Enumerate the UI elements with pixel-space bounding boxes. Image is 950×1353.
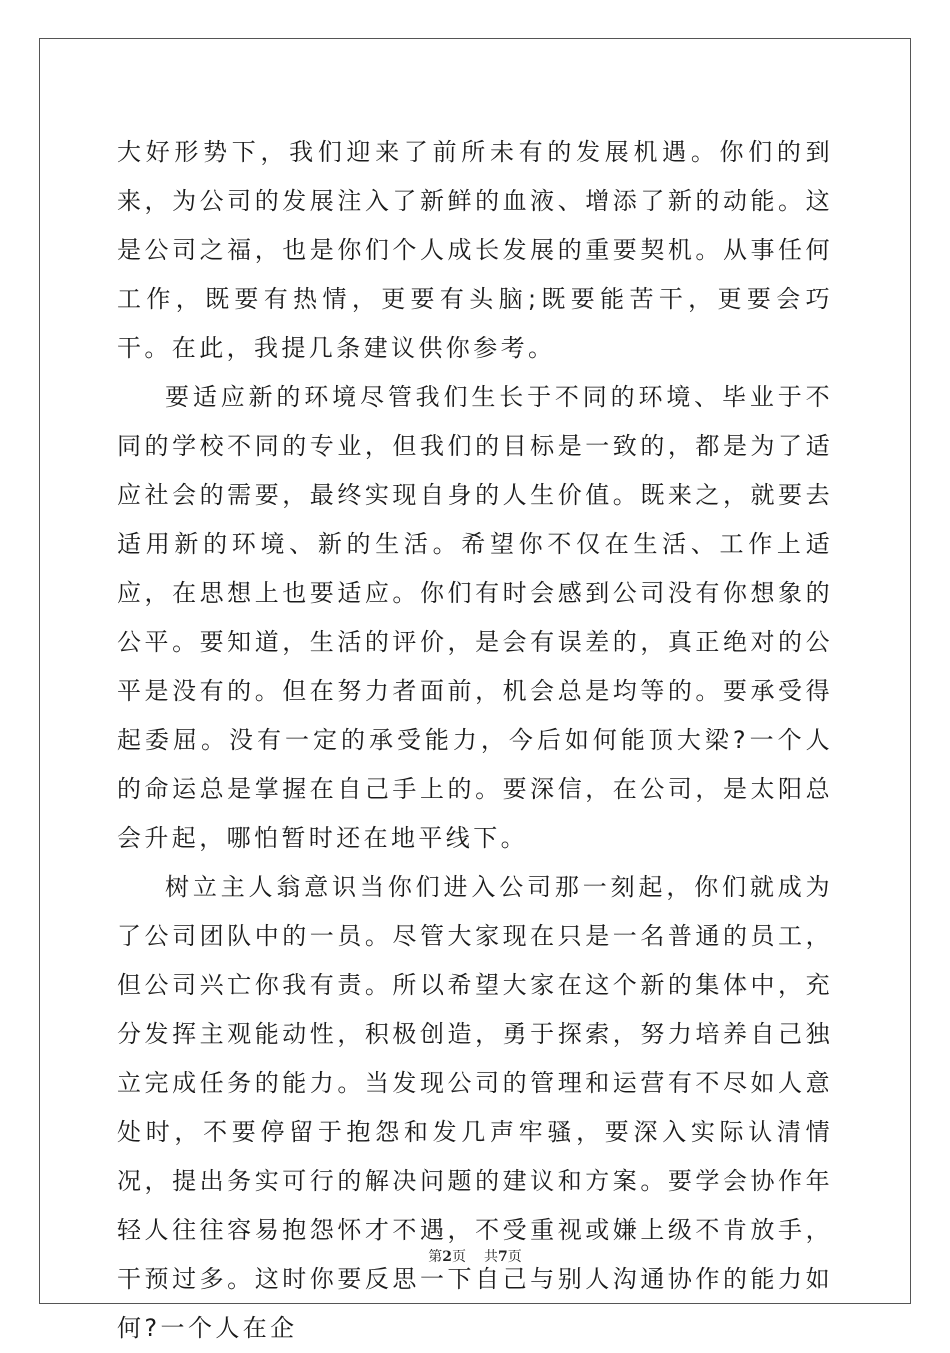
- page-total: 7: [498, 1249, 508, 1265]
- paragraph-3: 树立主人翁意识当你们进入公司那一刻起，你们就成为了公司团队中的一员。尽管大家现在只是一名普通的员工，但公司兴亡你我有责。所以希望大家在这个新的集体中，充分发挥主观能动性，积极创造，勇于探索，努力培养自己独立完成任务的能力。当发现公司的管理和运营有不尽如人意处时，不要停留于抱怨和发几声牢骚，要深入实际认清情况，提出务实可行的解决问题的建议和方案。要学会协作年轻人往往容易抱怨怀才不遇，不受重视或嫌上级不肯放手，干预过多。这时你要反思一下自己与别人沟通协作的能力如何?一个人在企: [117, 873, 833, 1342]
- total-prefix: 共: [484, 1249, 498, 1265]
- page-prefix: 第: [428, 1249, 443, 1265]
- paragraph-2: 要适应新的环境尽管我们生长于不同的环境、毕业于不同的学校不同的专业，但我们的目标是一致的，都是为了适应社会的需要，最终实现自身的人生价值。既来之，就要去适用新的环境、新的生活。希望你不仅在生活、工作上适应，在思想上也要适应。你们有时会感到公司没有你想象的公平。要知道，生活的评价，是会有误差的，真正绝对的公平是没有的。但在努力者面前，机会总是均等的。要承受得起委屈。没有一定的承受能力，今后如何能顶大梁?一个人的命运总是掌握在自己手上的。要深信，在公司，是太阳总会升起，哪怕暂时还在地平线下。: [117, 383, 833, 852]
- total-unit: 页: [507, 1249, 522, 1265]
- page-footer: [0, 1246, 950, 1266]
- paragraph-1: 大好形势下，我们迎来了前所未有的发展机遇。你们的到来，为公司的发展注入了新鲜的血液、增添了新的动能。这是公司之福，也是你们个人成长发展的重要契机。从事任何工作，既要有热情，更要有头脑;既要能苦干，更要会巧干。在此，我提几条建议供你参考。: [117, 138, 833, 362]
- page-unit: 页: [452, 1249, 466, 1265]
- document-body: [117, 128, 833, 1353]
- page-current: 2: [442, 1249, 452, 1265]
